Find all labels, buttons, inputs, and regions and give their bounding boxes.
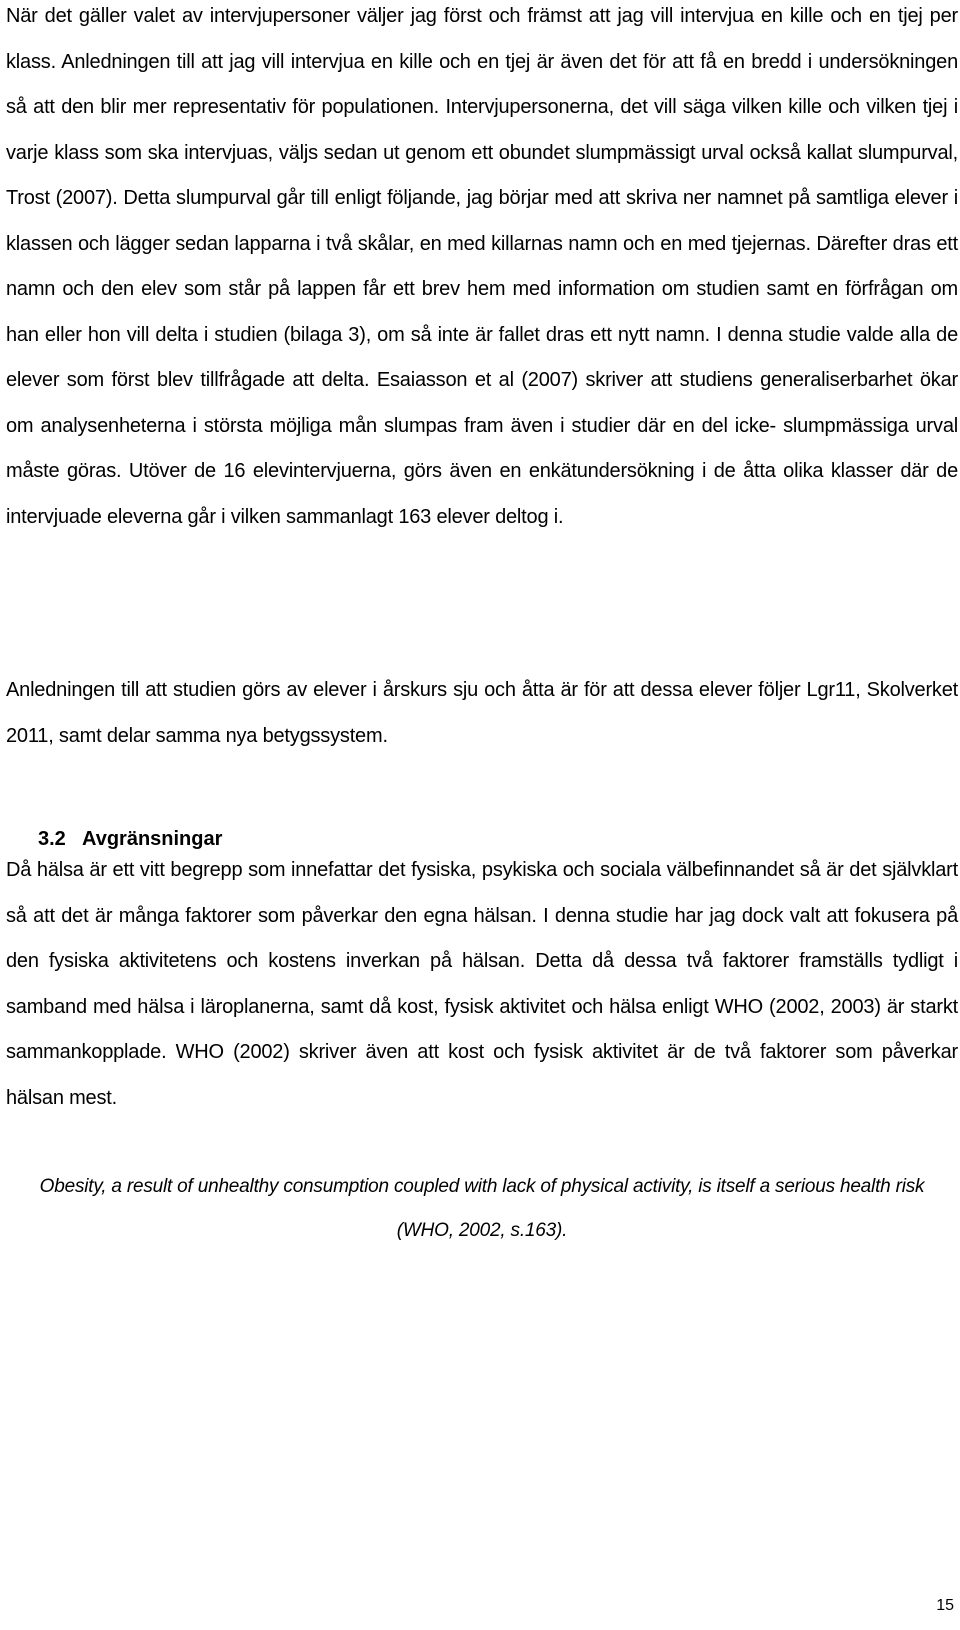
paragraph-interview-selection: När det gäller valet av intervjupersoner väljer jag först och främst att jag vill intervjua en kille och en tjej per klass. Anledningen till att jag vill intervjua en kille och en tjej är även det för att få en bredd i undersökningen så att den blir mer representativ för populationen. Intervjupersonerna, det vill säga vilken kille och vilken tjej i varje klass som ska intervjuas, väljs sedan ut genom ett obundet slumpmässigt urval också kallat slumpurval, Trost (2007). Detta slumpurval går till enligt följande, jag börjar med att skriva ner namnet på samtliga elever i klassen och lägger sedan lapparna i två skålar, en med killarnas namn och en med tjejernas. Därefter dras ett namn och den elev som står på lappen får ett brev hem med information om studien samt en förfrågan om han eller hon vill delta i studien (bilaga 3), om så inte är fallet dras ett nytt namn. I denna studie valde alla de elever som först blev tillfrågade att delta. Esaiasson et al (2007) skriver att studiens generaliserbarhet ökar om analysenheterna i största möjliga mån slumpas fram även i studier där en del icke- slumpmässiga urval måste göras. Utöver de 16 elevintervjuerna, görs även en enkätundersökning i de åtta olika klasser där de intervjuade eleverna går i vilken sammanlagt 163 elever deltog i. <box>6 5 958 528</box>
block-quote <box>6 1165 958 1253</box>
page-number: 15 <box>936 1597 954 1614</box>
quote-citation: (WHO, 2002, s.163). <box>396 1220 568 1241</box>
paragraph-study-grade-motivation: Anledningen till att studien görs av elever i årskurs sju och åtta är för att dessa elever följer Lgr11, Skolverket 2011, samt delar samma nya betygssystem. <box>6 679 958 747</box>
paragraph-delimitations: Då hälsa är ett vitt begrepp som innefattar det fysiska, psykiska och sociala välbefinnandet så är det självklart så att det är många faktorer som påverkar den egna hälsan. I denna studie har jag dock valt att fokusera på den fysiska aktivitetens och kostens inverkan på hälsan. Detta då dessa två faktorer framställs tydligt i samband med hälsa i läroplanerna, samt då kost, fysisk aktivitet och hälsa enligt WHO (2002, 2003) är starkt sammankopplade. WHO (2002) skriver även att kost och fysisk aktivitet är de två faktorer som påverkar hälsan mest. <box>6 859 958 1109</box>
quote-text: Obesity, a result of unhealthy consumption coupled with lack of physical activity, is itself a serious health risk <box>39 1176 925 1197</box>
section-title: Avgränsningar <box>82 828 223 850</box>
section-number: 3.2 <box>38 828 66 850</box>
